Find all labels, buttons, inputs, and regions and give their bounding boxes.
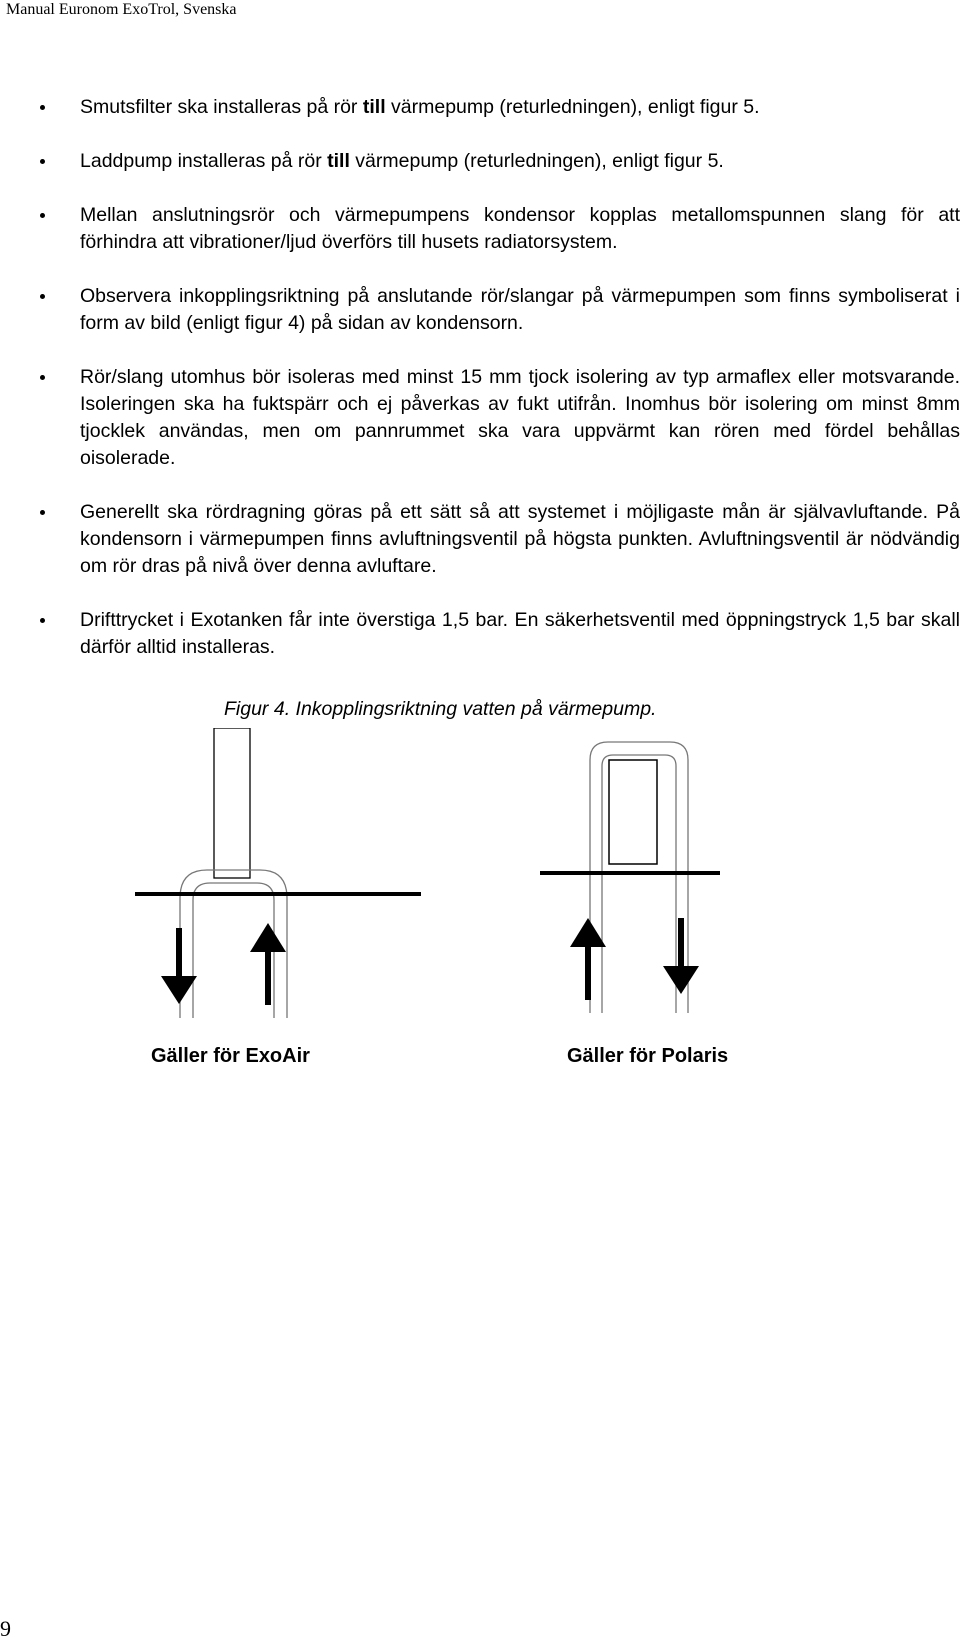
bullet-icon xyxy=(40,618,45,623)
list-item xyxy=(40,94,960,121)
arrow-down-icon xyxy=(663,918,699,994)
polaris-connection-diagram xyxy=(540,728,860,1028)
list-item xyxy=(40,202,960,256)
item-text: Smutsfilter ska installeras på rör xyxy=(80,96,363,118)
wall-line xyxy=(135,892,421,896)
arrow-up-icon xyxy=(570,918,606,1000)
bullet-icon xyxy=(40,294,45,299)
arrow-down-icon xyxy=(161,928,197,1004)
bullet-icon xyxy=(40,510,45,515)
polaris-label: Gäller för Polaris xyxy=(567,1045,729,1067)
item-text: Rör/slang utomhus bör isoleras med minst 15 mm tjock isolering av typ armaflex eller motsvarande. Isoleringen ska ha fuktspärr och ej påverkas av fukt utifrån. Inomhus bör isolering om minst 8mm tjocklek användas, men om pannrummet ska vara uppvärmt kan rören med fördel behållas oisolerade. xyxy=(80,366,960,469)
item-emphasis: till xyxy=(327,150,350,172)
page-number: 9 xyxy=(0,1616,11,1641)
item-text: värmepump (returledningen), enligt figur 5. xyxy=(385,96,760,118)
item-text: Laddpump installeras på rör xyxy=(80,150,328,172)
condenser-box xyxy=(214,728,250,878)
list-item xyxy=(40,364,960,472)
item-text: Drifttrycket i Exotanken får inte överstiga 1,5 bar. En säkerhetsventil med öppningstryck 1,5 bar skall därför alltid installeras. xyxy=(80,609,960,658)
item-emphasis: till xyxy=(362,96,386,118)
list-item xyxy=(40,148,960,175)
condenser-box xyxy=(609,760,657,864)
exoair-label: Gäller för ExoAir xyxy=(151,1045,310,1067)
wall-line xyxy=(540,871,720,875)
list-item xyxy=(40,499,960,580)
figure-caption: Figur 4. Inkopplingsriktning vatten på värmepump. xyxy=(224,698,657,720)
item-text: Observera inkopplingsriktning på anslutande rör/slangar på värmepumpen som finns symboliserat i form av bild (enligt figur 4) på sidan av kondensorn. xyxy=(80,285,960,334)
instruction-list xyxy=(40,94,960,688)
item-text: Mellan anslutningsrör och värmepumpens kondensor kopplas metallomspunnen slang för att förhindra att vibrationer/ljud överförs till husets radiatorsystem. xyxy=(80,204,960,253)
bullet-icon xyxy=(40,105,45,110)
bullet-icon xyxy=(40,159,45,164)
running-header: Manual Euronom ExoTrol, Svenska xyxy=(6,1,237,18)
list-item xyxy=(40,607,960,661)
item-text: Generellt ska rördragning göras på ett sätt så att systemet i möjligaste mån är självavluftande. På kondensorn i värmepumpen finns avluftningsventil på högsta punkten. Avluftningsventil är nödvändig om rör dras på nivå över denna avluftare. xyxy=(80,501,960,577)
arrow-up-icon xyxy=(250,923,286,1005)
list-item xyxy=(40,283,960,337)
bullet-icon xyxy=(40,375,45,380)
bullet-icon xyxy=(40,213,45,218)
item-text: värmepump (returledningen), enligt figur 5. xyxy=(349,150,724,172)
exoair-connection-diagram xyxy=(135,728,455,1028)
